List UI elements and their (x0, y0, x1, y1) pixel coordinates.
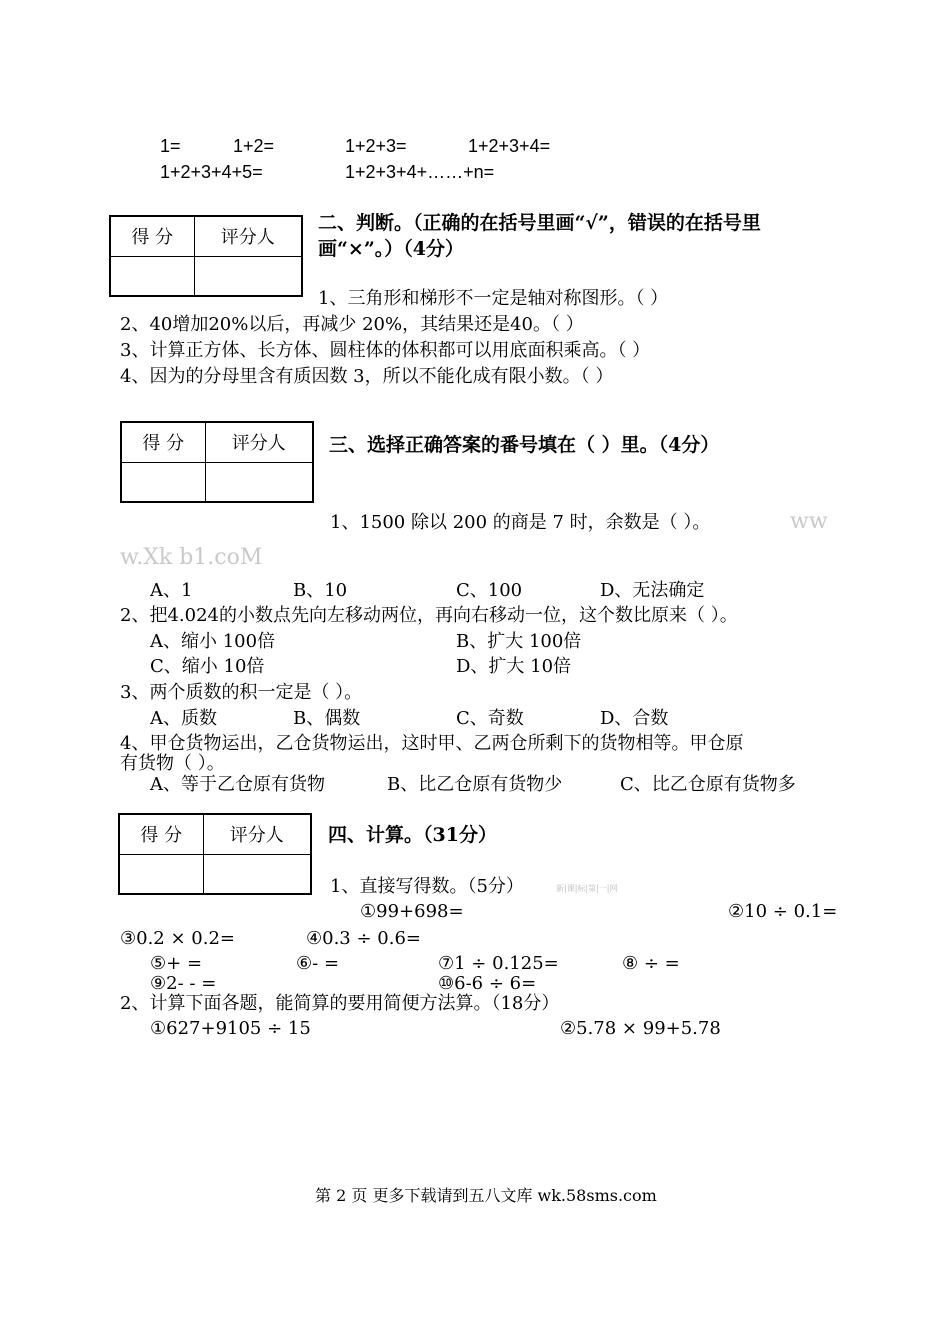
watermark-1: ww (790, 509, 828, 534)
sum-2: 1+2= (233, 136, 275, 156)
sum-5: 1+2+3+4+5= (160, 162, 263, 182)
section4-sub1: 1、直接写得数。（5分） (330, 876, 524, 897)
q2-opt-b: B、扩大 100倍 (456, 631, 582, 652)
grader-cell[interactable] (203, 854, 311, 894)
calc-5: ⑤+ = (150, 953, 203, 974)
grader-header: 评分人 (205, 422, 313, 462)
score-header: 得 分 (119, 814, 203, 854)
section2-title: 二、判断。（正确的在括号里画“√”，错误的在括号里 (318, 212, 761, 234)
section3-q4-line1: 4、甲仓货物运出，乙仓货物运出，这时甲、乙两仓所剩下的货物相等。甲仓原 (120, 733, 744, 754)
score-cell[interactable] (110, 256, 194, 296)
section2-title-cont: 画“×”。）（4分） (318, 238, 464, 260)
q2-opt-c: C、缩小 10倍 (150, 656, 265, 677)
calc-7: ⑦1 ÷ 0.125= (438, 953, 559, 974)
grader-header: 评分人 (203, 814, 311, 854)
q3-opt-d: D、合数 (600, 708, 669, 729)
section3-q3: 3、两个质数的积一定是（ ）。 (120, 682, 363, 703)
calc2-1: ①627+9105 ÷ 15 (150, 1018, 311, 1039)
calc-9: ⑨2- - = (150, 973, 217, 994)
page-footer: 第 2 页 更多下载请到五八文库 wk.58sms.com (315, 1186, 657, 1205)
q4-opt-a: A、等于乙仓原有货物 (150, 774, 325, 795)
score-cell[interactable] (121, 462, 205, 502)
grader-cell[interactable] (194, 256, 302, 296)
score-table-4 (118, 813, 312, 895)
sum-1: 1= (160, 136, 181, 156)
section4-title: 四、计算。（31分） (328, 824, 497, 846)
score-cell[interactable] (119, 854, 203, 894)
section4-sub2: 2、计算下面各题，能简算的要用简便方法算。（18分） (120, 993, 560, 1014)
calc-10: ⑩6-6 ÷ 6= (438, 973, 537, 994)
calc-4: ④0.3 ÷ 0.6= (306, 928, 421, 949)
calc-8: ⑧ ÷ = (622, 953, 680, 974)
grader-header: 评分人 (194, 216, 302, 256)
sum-3: 1+2+3= (345, 136, 407, 156)
section2-item-2: 2、40增加20%以后，再减少 20%，其结果还是40。（ ） (120, 314, 584, 335)
section2-item-4: 4、因为的分母里含有质因数 3，所以不能化成有限小数。（ ） (120, 366, 614, 387)
section3-q4-line2: 有货物（ ）。 (120, 753, 225, 774)
sum-n: 1+2+3+4+……+n= (345, 162, 495, 182)
tiny-watermark: 新|课|标|第|一|网 (556, 884, 618, 893)
section3-q1: 1、1500 除以 200 的商是 7 时，余数是（ ）。 (330, 512, 711, 533)
calc-3: ③0.2 × 0.2= (120, 928, 235, 949)
watermark-2: w.Xk b1.coM (120, 545, 263, 570)
q1-opt-d: D、无法确定 (600, 580, 705, 601)
section2-item-3: 3、计算正方体、长方体、圆柱体的体积都可以用底面积乘高。（ ） (120, 340, 651, 361)
section3-q2: 2、把4.024的小数点先向左移动两位，再向右移动一位，这个数比原来（ ）。 (120, 605, 738, 626)
q3-opt-a: A、质数 (150, 708, 217, 729)
score-header: 得 分 (110, 216, 194, 256)
q2-opt-a: A、缩小 100倍 (150, 631, 276, 652)
score-table-2 (109, 215, 303, 297)
calc-1: ①99+698= (360, 901, 464, 922)
calc-2: ②10 ÷ 0.1= (728, 901, 838, 922)
q1-opt-b: B、10 (293, 580, 348, 601)
q1-opt-a: A、1 (150, 580, 193, 601)
score-header: 得 分 (121, 422, 205, 462)
q4-opt-b: B、比乙仓原有货物少 (387, 774, 563, 795)
q4-opt-c: C、比乙仓原有货物多 (620, 774, 796, 795)
sum-4: 1+2+3+4= (468, 136, 551, 156)
q2-opt-d: D、扩大 10倍 (456, 656, 572, 677)
q1-opt-c: C、100 (456, 580, 523, 601)
section3-title: 三、选择正确答案的番号填在（ ）里。（4分） (329, 434, 720, 456)
q3-opt-c: C、奇数 (456, 708, 524, 729)
calc-6: ⑥- = (296, 953, 340, 974)
score-table-3 (120, 421, 314, 503)
q3-opt-b: B、偶数 (293, 708, 361, 729)
calc2-2: ②5.78 × 99+5.78 (560, 1018, 721, 1039)
grader-cell[interactable] (205, 462, 313, 502)
section2-item-1: 1、三角形和梯形不一定是轴对称图形。（ ） (318, 288, 669, 309)
